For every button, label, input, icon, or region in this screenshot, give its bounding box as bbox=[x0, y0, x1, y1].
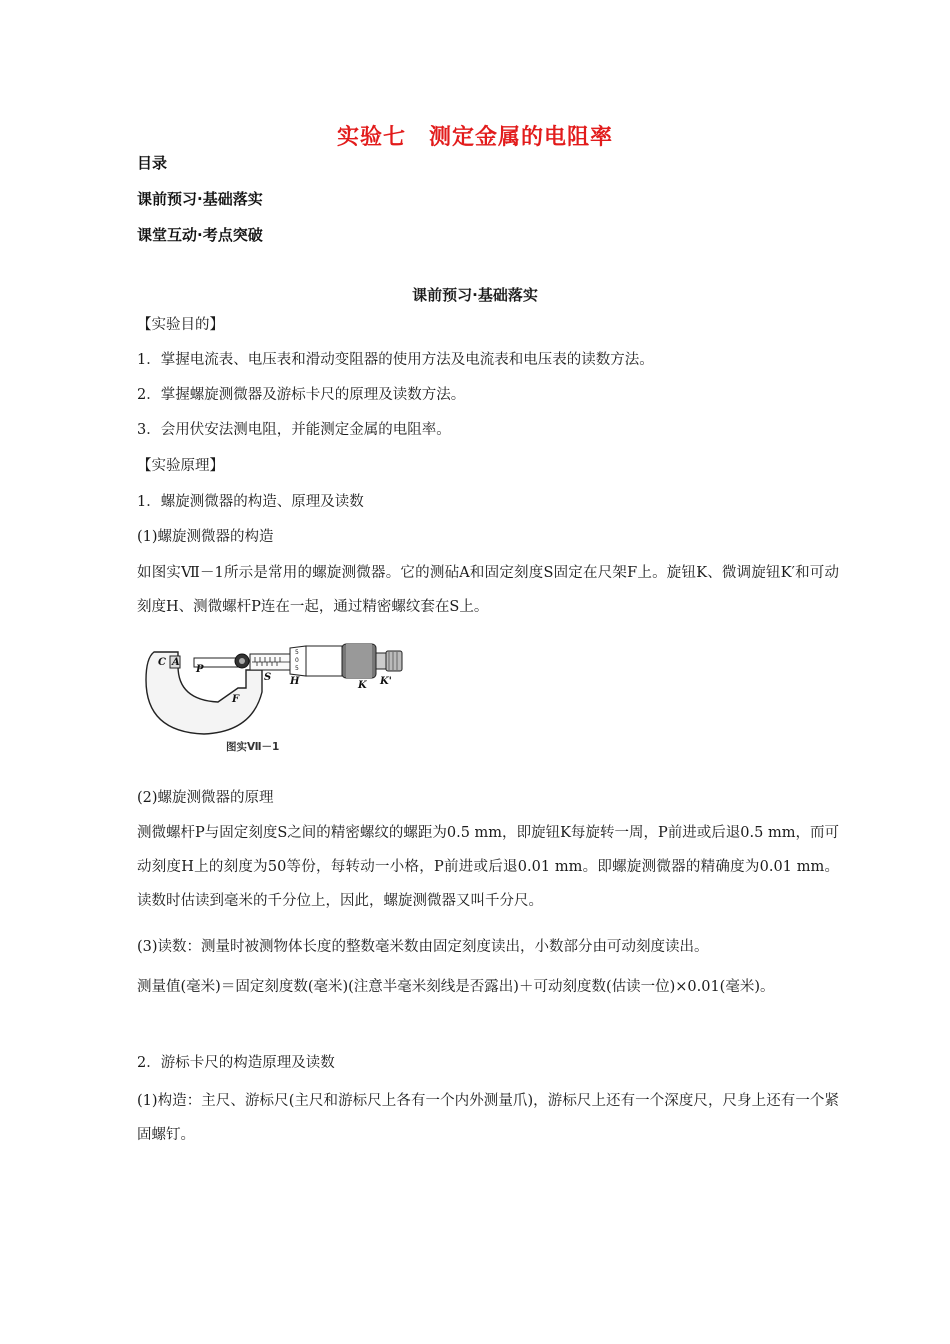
label-h: H bbox=[290, 676, 300, 687]
page-title: 实验七 测定金属的电阻率 bbox=[336, 125, 613, 150]
principle-1-sub2-text: 测微螺杆P与固定刻度S之间的精密螺纹的螺距为0.5 mm，即旋钮K每旋转一周，P前进或后退0.5 mm，而可动刻度H上的刻度为50等份，每转动一小格，P前进或后退0.01 mm。即螺旋测微器的精确度为0.01 mm。读数时估读到毫米的千分位上，因此，螺旋测微器又叫千分尺。 bbox=[137, 825, 839, 909]
section-heading: 课前预习·基础落实 bbox=[412, 286, 538, 304]
scale-mark-2: 0 bbox=[295, 657, 299, 664]
label-k: K bbox=[358, 680, 367, 691]
label-p: P bbox=[196, 664, 204, 675]
principle-1-sub3-text: (3)读数：测量时被测物体长度的整数毫米数由固定刻度读出，小数部分由可动刻度读出。 bbox=[137, 939, 709, 955]
principle-1-formula: 测量值(毫米)＝固定刻度数(毫米)(注意半毫米刻线是否露出)＋可动刻度数(估读一位)×0.01(毫米)。 bbox=[137, 979, 775, 995]
principle-1-sub2: (2)螺旋测微器的原理 bbox=[137, 790, 274, 806]
principle-2-sub1-text: (1)构造：主尺、游标尺(主尺和游标尺上各有一个内外测量爪)，游标尺上还有一个深度尺，尺身上还有一个紧固螺钉。 bbox=[137, 1093, 839, 1143]
label-c: C bbox=[158, 657, 166, 668]
purpose-item-2: 2．掌握螺旋测微器及游标卡尺的原理及读数方法。 bbox=[137, 387, 466, 403]
purpose-heading: 【实验目的】 bbox=[137, 317, 224, 333]
label-a: A bbox=[172, 657, 180, 668]
purpose-item-3: 3．会用伏安法测电阻，并能测定金属的电阻率。 bbox=[137, 422, 451, 438]
micrometer-figure bbox=[140, 640, 405, 755]
scale-mark-3: 5 bbox=[295, 665, 299, 672]
toc-heading: 目录 bbox=[137, 154, 168, 172]
principle-heading: 【实验原理】 bbox=[137, 458, 224, 474]
toc-item-classroom[interactable]: 课堂互动·考点突破 bbox=[137, 226, 263, 244]
label-k-prime: K' bbox=[380, 676, 392, 687]
principle-1-sub1-text: 如图实Ⅶ－1所示是常用的螺旋测微器。它的测砧A和固定刻度S固定在尺架F上。旋钮K、微调旋钮K′和可动刻度H、测微螺杆P连在一起，通过精密螺纹套在S上。 bbox=[137, 565, 839, 615]
scale-mark-1: 5 bbox=[295, 649, 299, 656]
principle-2-heading: 2．游标卡尺的构造原理及读数 bbox=[137, 1055, 335, 1071]
label-s: S bbox=[264, 672, 272, 683]
principle-1-heading: 1．螺旋测微器的构造、原理及读数 bbox=[137, 494, 364, 510]
principle-1-sub1: (1)螺旋测微器的构造 bbox=[137, 529, 274, 545]
ratchet-shape bbox=[386, 651, 402, 671]
label-f: F bbox=[232, 694, 240, 705]
purpose-item-1: 1．掌握电流表、电压表和滑动变阻器的使用方法及电流表和电压表的读数方法。 bbox=[137, 352, 654, 368]
micrometer-drawing bbox=[140, 640, 405, 740]
toc-item-preview[interactable]: 课前预习·基础落实 bbox=[137, 190, 263, 208]
figure-caption: 图实Ⅶ－1 bbox=[226, 741, 280, 753]
